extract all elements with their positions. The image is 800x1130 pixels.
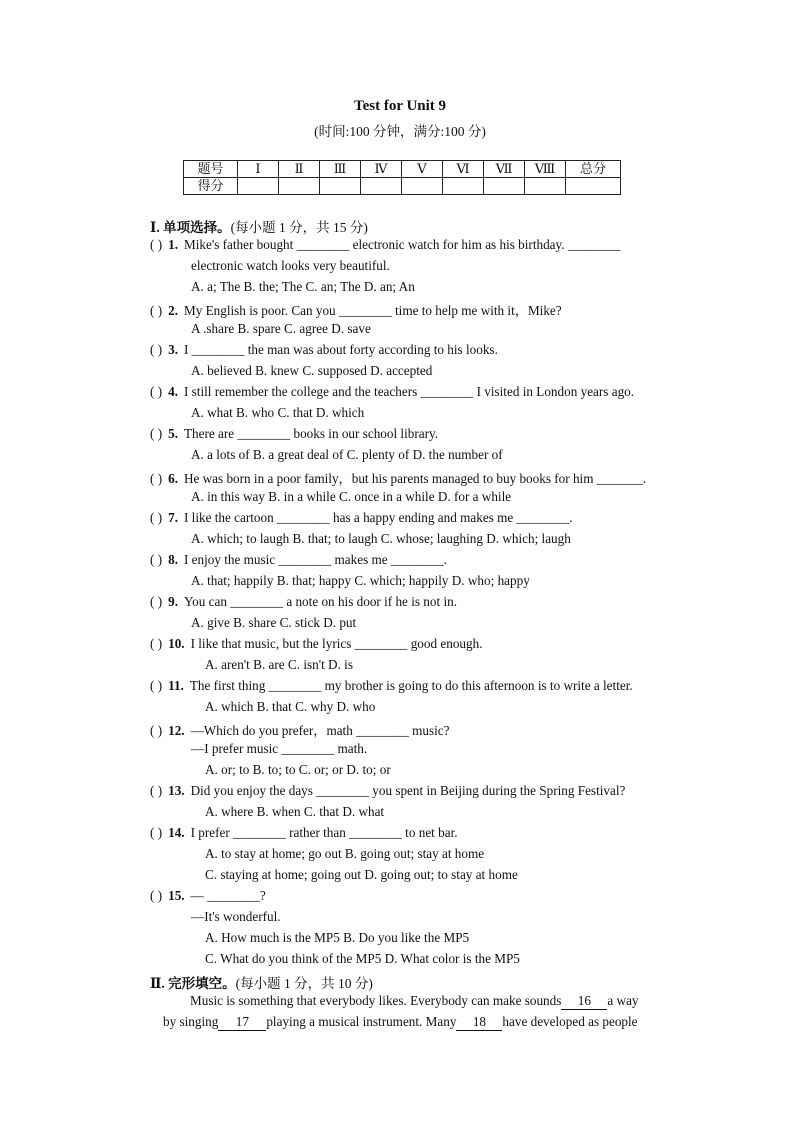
question-number: 6. xyxy=(168,471,178,486)
question-stem xyxy=(150,300,562,319)
answer-options: A. to stay at home; go out B. going out; stay at home xyxy=(205,846,485,861)
answer-paren[interactable]: ( ) xyxy=(150,594,163,609)
score-input-cell[interactable] xyxy=(443,178,484,195)
blank-16[interactable]: 16 xyxy=(561,993,607,1010)
score-input-cell[interactable] xyxy=(402,178,443,195)
score-input-cell[interactable] xyxy=(525,178,566,195)
answer-options: A. what B. who C. that D. which xyxy=(191,405,365,420)
page-subtitle: (时间:100 分钟，满分:100 分) xyxy=(314,124,486,139)
answer-paren[interactable]: ( ) xyxy=(150,510,163,525)
score-cell: 总分 xyxy=(566,161,621,178)
score-cell: Ⅶ xyxy=(484,161,525,178)
question-stem xyxy=(150,384,634,400)
question-number: 1. xyxy=(168,237,178,252)
answer-options: A. or; to B. to; to C. or; or D. to; or xyxy=(205,762,391,777)
section-heading-2 xyxy=(150,972,373,992)
score-cell: Ⅰ xyxy=(238,161,279,178)
answer-options: A. give B. share C. stick D. put xyxy=(191,615,357,630)
section-title: . 完形填空。 xyxy=(161,976,236,991)
section-note: (每小题 1 分，共 15 分) xyxy=(230,220,368,235)
question-stem xyxy=(150,342,498,358)
score-input-cell[interactable] xyxy=(361,178,402,195)
answer-paren[interactable]: ( ) xyxy=(150,636,163,651)
section-roman: Ⅱ xyxy=(150,976,162,991)
score-cell: 题号 xyxy=(184,161,238,178)
question-number: 11. xyxy=(168,678,184,693)
section-title: . 单项选择。 xyxy=(156,220,231,235)
question-number: 4. xyxy=(168,384,178,399)
score-table-header-row xyxy=(184,161,621,178)
answer-paren[interactable]: ( ) xyxy=(150,552,163,567)
page-title: Test for Unit 9 xyxy=(353,98,447,114)
answer-paren[interactable]: ( ) xyxy=(150,342,163,357)
question-number: 14. xyxy=(168,825,185,840)
question-stem xyxy=(150,510,573,526)
answer-options: A. which B. that C. why D. who xyxy=(205,699,376,714)
passage-text: playing a musical instrument. Many xyxy=(266,1014,457,1029)
score-cell: 得分 xyxy=(184,178,238,195)
question-text: — ________? xyxy=(190,888,266,903)
question-number: 5. xyxy=(168,426,178,441)
question-number: 13. xyxy=(168,783,185,798)
question-stem xyxy=(150,825,458,841)
passage-text: Music is something that everybody likes. Everybody can make sounds xyxy=(190,993,562,1008)
question-text: —Which do you prefer，math ________ music? xyxy=(190,723,450,738)
question-stem xyxy=(150,552,447,568)
answer-paren[interactable]: ( ) xyxy=(150,888,163,903)
section-note: (每小题 1 分，共 10 分) xyxy=(235,976,373,991)
question-line: electronic watch looks very beautiful. xyxy=(191,258,390,273)
answer-options: A. believed B. knew C. supposed D. accepted xyxy=(191,363,433,378)
score-input-cell[interactable] xyxy=(320,178,361,195)
question-text: Did you enjoy the days ________ you spent in Beijing during the Spring Festival? xyxy=(190,783,626,798)
question-text: I like that music, but the lyrics ________ good enough. xyxy=(190,636,483,651)
score-input-cell[interactable] xyxy=(566,178,621,195)
question-number: 3. xyxy=(168,342,178,357)
answer-options: A .share B. spare C. agree D. save xyxy=(191,321,371,336)
answer-paren[interactable]: ( ) xyxy=(150,426,163,441)
section-heading-1 xyxy=(150,216,368,236)
question-line: —I prefer music ________ math. xyxy=(191,741,368,756)
section-roman: Ⅰ xyxy=(150,220,157,235)
answer-options: A. a; The B. the; The C. an; The D. an; An xyxy=(191,279,415,294)
answer-paren[interactable]: ( ) xyxy=(150,303,163,318)
question-number: 12. xyxy=(168,723,185,738)
question-number: 9. xyxy=(168,594,178,609)
answer-options: A. which; to laugh B. that; to laugh C. whose; laughing D. which; laugh xyxy=(191,531,571,546)
question-number: 8. xyxy=(168,552,178,567)
question-stem xyxy=(150,237,621,253)
score-table xyxy=(183,160,621,195)
answer-paren[interactable]: ( ) xyxy=(150,384,163,399)
question-stem xyxy=(150,426,438,442)
question-stem xyxy=(150,594,457,610)
question-stem xyxy=(150,468,646,487)
question-number: 2. xyxy=(168,303,178,318)
answer-options: A. in this way B. in a while C. once in a while D. for a while xyxy=(191,489,512,504)
score-cell: Ⅱ xyxy=(279,161,320,178)
score-cell: Ⅴ xyxy=(402,161,443,178)
answer-options: A. How much is the MP5 B. Do you like the MP5 xyxy=(205,930,470,945)
question-text: I enjoy the music ________ makes me ________. xyxy=(183,552,447,567)
question-text: I like the cartoon ________ has a happy ending and makes me ________. xyxy=(183,510,573,525)
answer-options: A. that; happily B. that; happy C. which; happily D. who; happy xyxy=(191,573,530,588)
question-number: 7. xyxy=(168,510,178,525)
score-input-cell[interactable] xyxy=(279,178,320,195)
question-text: My English is poor. Can you ________ time to help me with it，Mike? xyxy=(183,303,562,318)
answer-options: C. staying at home; going out D. going out; to stay at home xyxy=(205,867,518,882)
answer-paren[interactable]: ( ) xyxy=(150,825,163,840)
answer-paren[interactable]: ( ) xyxy=(150,237,163,252)
answer-options: C. What do you think of the MP5 D. What color is the MP5 xyxy=(205,951,520,966)
question-number: 10. xyxy=(168,636,185,651)
question-number: 15. xyxy=(168,888,185,903)
score-cell: Ⅳ xyxy=(361,161,402,178)
blank-18[interactable]: 18 xyxy=(456,1014,502,1031)
answer-paren[interactable]: ( ) xyxy=(150,471,163,486)
question-text: I ________ the man was about forty according to his looks. xyxy=(183,342,498,357)
question-stem xyxy=(150,783,625,799)
question-stem xyxy=(150,636,483,652)
question-line: —It's wonderful. xyxy=(191,909,281,924)
score-cell: Ⅷ xyxy=(525,161,566,178)
passage-line-2 xyxy=(163,1014,638,1031)
question-text: I prefer ________ rather than ________ to net bar. xyxy=(190,825,458,840)
score-cell: Ⅲ xyxy=(320,161,361,178)
score-input-cell[interactable] xyxy=(238,178,279,195)
answer-paren[interactable]: ( ) xyxy=(150,783,163,798)
question-stem xyxy=(150,888,266,904)
score-input-cell[interactable] xyxy=(484,178,525,195)
score-table-score-row xyxy=(184,178,621,195)
passage-line-1 xyxy=(190,993,639,1010)
question-text: Mike's father bought ________ electronic watch for him as his birthday. ________ xyxy=(183,237,621,252)
passage-text: a way xyxy=(607,993,639,1008)
passage-text: by singing xyxy=(163,1014,219,1029)
answer-options: A. aren't B. are C. isn't D. is xyxy=(205,657,353,672)
answer-paren[interactable]: ( ) xyxy=(150,723,163,738)
question-text: You can ________ a note on his door if he is not in. xyxy=(183,594,457,609)
question-text: The first thing ________ my brother is going to do this afternoon is to write a letter. xyxy=(189,678,633,693)
blank-17[interactable]: 17 xyxy=(218,1014,266,1031)
question-stem xyxy=(150,720,450,739)
answer-paren[interactable]: ( ) xyxy=(150,678,163,693)
answer-options: A. a lots of B. a great deal of C. plenty of D. the number of xyxy=(191,447,503,462)
question-text: I still remember the college and the teachers ________ I visited in London years ago. xyxy=(183,384,635,399)
question-stem xyxy=(150,678,633,694)
score-cell: Ⅵ xyxy=(443,161,484,178)
passage-text: have developed as people xyxy=(502,1014,638,1029)
answer-options: A. where B. when C. that D. what xyxy=(205,804,385,819)
question-text: He was born in a poor family，but his parents managed to buy books for him _______. xyxy=(183,471,647,486)
question-text: There are ________ books in our school library. xyxy=(183,426,439,441)
